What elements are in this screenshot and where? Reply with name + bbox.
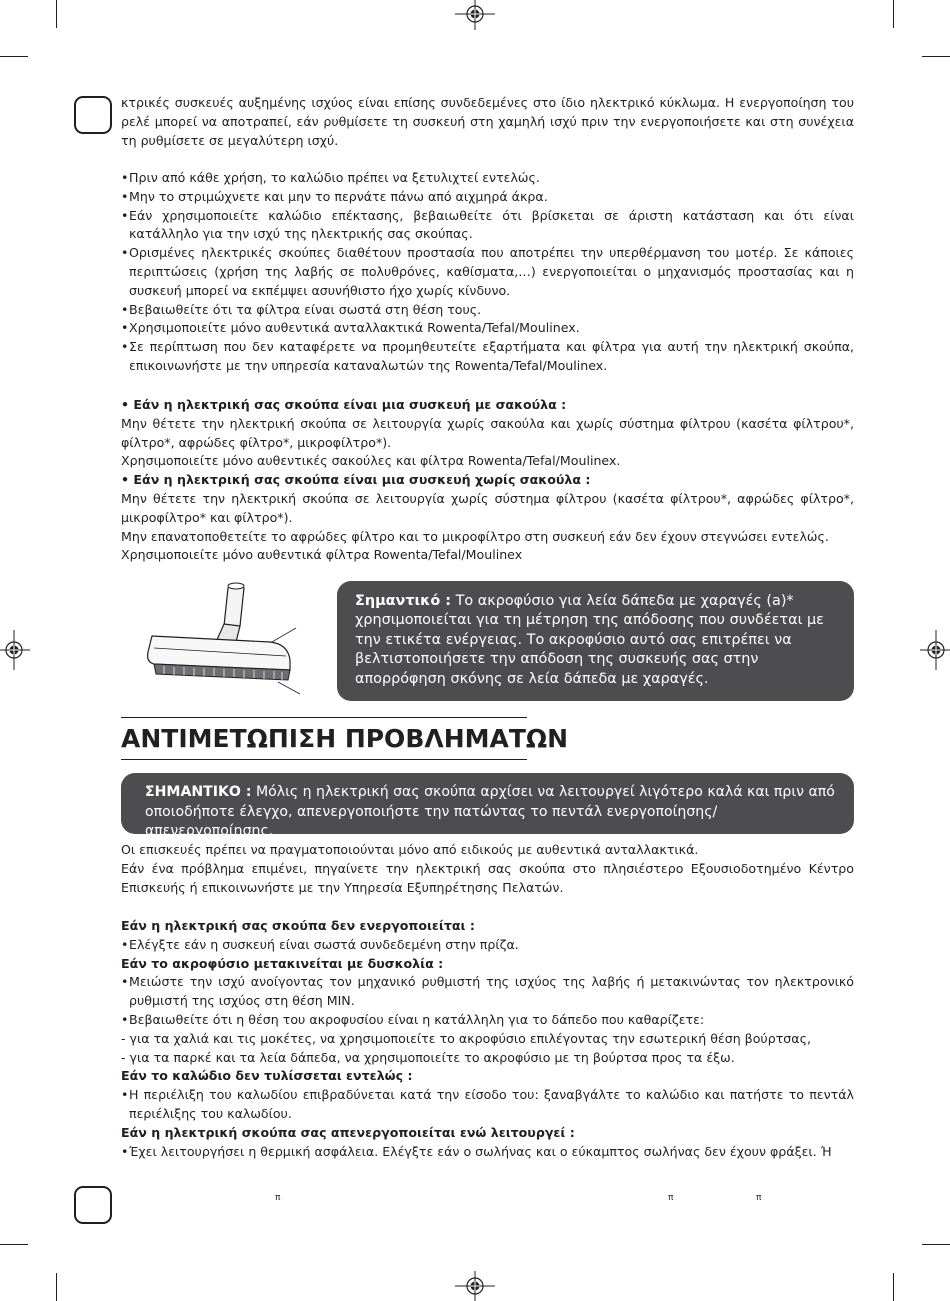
troubleshooting-section bbox=[121, 917, 854, 1161]
bag-text: Μην θέτετε την ηλεκτρική σκούπα σε λειτουργία χωρίς σακούλα και χωρίς σύστημα φίλτρου (κασέτα φίλτρου*, φίλτρο*, αφρώδες φίλτρο*, μικροφίλτρο*). bbox=[121, 415, 854, 450]
crop-mark bbox=[893, 0, 894, 28]
crop-mark bbox=[922, 56, 950, 57]
list-item: • Μην το στριμώχνετε και μην το περνάτε πάνω από αιχμηρά άκρα. bbox=[121, 188, 854, 207]
crop-mark bbox=[56, 0, 57, 28]
repairs-text: Εάν ένα πρόβλημα επιμένει, πηγαίνετε την ηλεκτρική σας σκούπα στο πλησιέστερο Εξουσιοδοτημένο Κέντρο Επισκευής ή επικοινωνήστε με την Υπηρεσία Εξυπηρέτησης Πελατών. bbox=[121, 860, 854, 895]
section-title: ΑΝΤΙΜΕΤΩΠΙΣΗ ΠΡΟΒΛΗΜΑΤΩΝ bbox=[121, 724, 569, 753]
important-label: Σημαντικό : bbox=[355, 593, 452, 609]
bag-section bbox=[121, 396, 854, 565]
bag-text: Χρησιμοποιείτε μόνο αυθεντικές σακούλες και φίλτρα Rowenta/Tefal/Moulinex. bbox=[121, 453, 621, 469]
bag-heading: • Εάν η ηλεκτρική σας σκούπα είναι μια συσκευή με σακούλα : bbox=[121, 397, 567, 412]
crop-mark bbox=[0, 56, 28, 57]
list-item: • Μειώστε την ισχύ ανοίγοντας τον μηχανικό ρυθμιστή της ισχύος της λαβής ή μετακινώντας τον ηλεκτρονικό ρυθμιστή της ισχύος στη θέση MIN. bbox=[121, 973, 854, 1011]
registration-mark-top bbox=[455, 0, 495, 30]
important-text: Το ακροφύσιο για λεία δάπεδα με χαραγές (a)* χρησιμοποιείται για τη μέτρηση της απόδοσης που συνδέεται με την ετικέτα ενέργειας. Το ακροφύσιο αυτό σας επιτρέπει να βελτιστοποιήσετε την απόδοση της συσκευής σας στην απορρόφηση σκόνης σε λεία δάπεδα με χαραγές. bbox=[355, 593, 824, 687]
list-item: • Έχει λειτουργήσει η θερμική ασφάλεια. Ελέγξτε εάν ο σωλήνας και ο εύκαμπτος σωλήνας δεν έχουν φράξει. Ή bbox=[121, 1143, 854, 1162]
crop-mark bbox=[893, 1273, 894, 1301]
list-item: • Σε περίπτωση που δεν καταφέρετε να προμηθευτείτε εξαρτήματα και φίλτρα για αυτή την ηλεκτρική σκούπα, επικοινωνήστε με την υπηρεσία καταναλωτών της Rowenta/Tefal/Moulinex. bbox=[121, 338, 854, 376]
repairs-section bbox=[121, 841, 854, 897]
problem-heading: Εάν το καλώδιο δεν τυλίσσεται εντελώς : bbox=[121, 1068, 413, 1084]
footer-mark: π bbox=[275, 1193, 281, 1203]
registration-mark-bottom bbox=[455, 1271, 495, 1301]
bagless-heading: • Εάν η ηλεκτρική σας σκούπα είναι μια συσκευή χωρίς σακούλα : bbox=[121, 472, 591, 488]
title-rule-top bbox=[121, 717, 527, 718]
language-tab-top bbox=[74, 96, 112, 134]
intro-paragraph: κτρικές συσκευές αυξημένης ισχύος είναι επίσης συνδεδεμένες στο ίδιο ηλεκτρικό κύκλωμα. Η ενεργοποίηση του ρελέ μπορεί να αποτραπεί, εάν ρυθμίσετε τη συσκευή στη χαμηλή ισχύ πριν την ενεργοποιήσετε και στη συνέχεια τη ρυθμίσετε σε μεγαλύτερη ισχύ. bbox=[121, 95, 854, 148]
title-rule-bottom bbox=[121, 759, 527, 760]
warning-note bbox=[121, 773, 854, 840]
bagless-text: Μην θέτετε την ηλεκτρική σκούπα σε λειτουργία χωρίς σύστημα φίλτρου (κασέτα φίλτρου*, αφρώδες φίλτρο*, μικροφίλτρο* και φίλτρο*). bbox=[121, 490, 854, 525]
list-item: - για τα χαλιά και τις μοκέτες, να χρησιμοποιείτε το ακροφύσιο επιλέγοντας την εσωτερική θέση βούρτσας, bbox=[121, 1030, 811, 1046]
list-item: • Πριν από κάθε χρήση, το καλώδιο πρέπει να ξετυλιχτεί εντελώς. bbox=[121, 169, 854, 188]
list-item: • Χρησιμοποιείτε μόνο αυθεντικά ανταλλακτικά Rowenta/Tefal/Moulinex. bbox=[121, 319, 854, 338]
problem-heading: Εάν η ηλεκτρική σκούπα σας απενεργοποιείται ενώ λειτουργεί : bbox=[121, 1124, 575, 1140]
important-note bbox=[337, 581, 854, 701]
list-item: • Βεβαιωθείτε ότι τα φίλτρα είναι σωστά στη θέση τους. bbox=[121, 301, 854, 320]
bagless-text: Χρησιμοποιείτε μόνο αυθεντικά φίλτρα Rowenta/Tefal/Moulinex bbox=[121, 547, 523, 563]
floor-nozzle-illustration bbox=[140, 578, 310, 703]
list-item: • Εάν χρησιμοποιείτε καλώδιο επέκτασης, βεβαιωθείτε ότι βρίσκεται σε άριστη κατάσταση και ότι είναι κατάλληλο για την ισχύ της ηλεκτρικής σας σκούπας. bbox=[121, 207, 854, 245]
list-item: • Βεβαιωθείτε ότι η θέση του ακροφυσίου είναι η κατάλληλη για το δάπεδο που καθαρίζετε: bbox=[121, 1011, 854, 1030]
safety-list bbox=[121, 169, 854, 376]
footer-mark: π bbox=[756, 1193, 762, 1203]
registration-mark-left bbox=[0, 630, 30, 670]
bagless-text: Μην επανατοποθετείτε το αφρώδες φίλτρο και το μικροφίλτρο στη συσκευή εάν δεν έχουν στεγνώσει εντελώς. bbox=[121, 528, 829, 544]
crop-mark bbox=[56, 1273, 57, 1301]
language-tab-bottom bbox=[74, 1186, 112, 1224]
problem-heading: Εάν το ακροφύσιο μετακινείται με δυσκολία : bbox=[121, 955, 444, 971]
repairs-text: Οι επισκευές πρέπει να πραγματοποιούνται μόνο από ειδικούς με αυθεντικά ανταλλακτικά. bbox=[121, 842, 699, 857]
list-item: • Ελέγξτε εάν η συσκευή είναι σωστά συνδεδεμένη στην πρίζα. bbox=[121, 936, 854, 955]
warning-text: Μόλις η ηλεκτρική σας σκούπα αρχίσει να λειτουργεί λιγότερο καλά και πριν από οποιοδήποτε έλεγχο, απενεργοποιήστε την πατώντας το πεντάλ ενεργοποίησης/απενεργοποίησης. bbox=[145, 784, 835, 840]
registration-mark-right bbox=[920, 630, 950, 670]
crop-mark bbox=[922, 1244, 950, 1245]
list-item: - για τα παρκέ και τα λεία δάπεδα, να χρησιμοποιείτε το ακροφύσιο με τη βούρτσα προς τα έξω. bbox=[121, 1049, 735, 1065]
list-item: • Η περιέλιξη του καλωδίου επιβραδύνεται κατά την είσοδο του: ξαναβγάλτε το καλώδιο και πατήστε το πεντάλ περιέλιξης του καλωδίου. bbox=[121, 1086, 854, 1124]
list-item: • Ορισμένες ηλεκτρικές σκούπες διαθέτουν προστασία που αποτρέπει την υπερθέρμανση του μοτέρ. Σε κάποιες περιπτώσεις (χρήση της λαβής σε πολυθρόνες, καθίσματα,…) ενεργοποιείται ο μηχανισμός προστασίας και η συσκευή μπορεί να εκπέμψει ασυνήθιστο ήχο χωρίς κίνδυνο. bbox=[121, 244, 854, 300]
problem-heading: Εάν η ηλεκτρική σας σκούπα δεν ενεργοποιείται : bbox=[121, 918, 475, 933]
warning-label: ΣΗΜΑΝΤΙΚΟ : bbox=[145, 784, 252, 800]
crop-mark bbox=[0, 1244, 28, 1245]
footer-mark: π bbox=[668, 1193, 674, 1203]
